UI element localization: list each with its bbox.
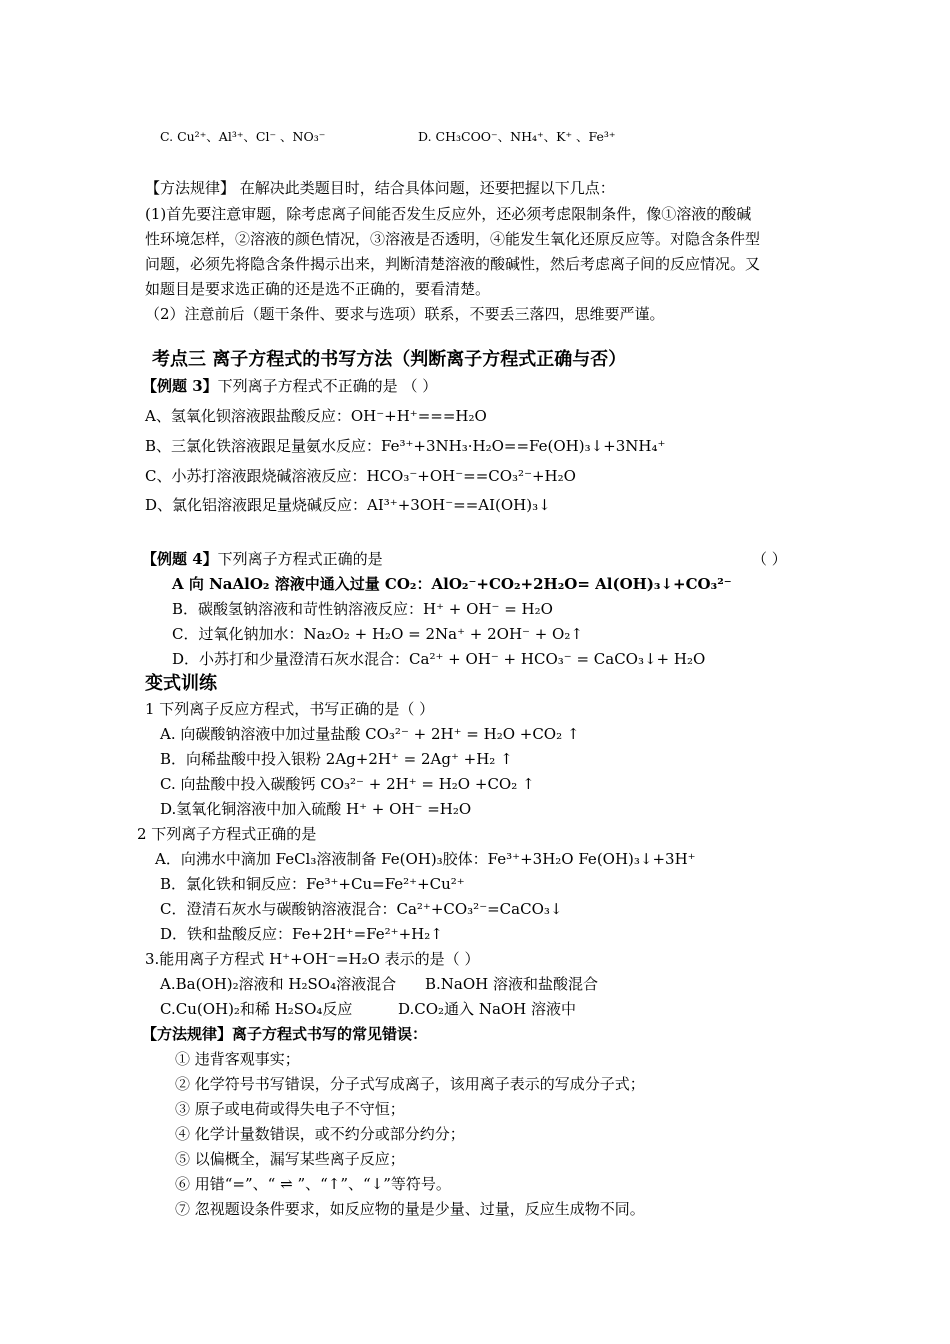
q1-option-d: D.氢氧化铜溶液中加入硫酸 H⁺ + OH⁻ =H₂O (160, 800, 472, 818)
error-item-5: ⑤ 以偏概全，漏写某些离子反应； (175, 1150, 405, 1168)
q1-option-a: A. 向碳酸钠溶液中加过量盐酸 CO₃²⁻ + 2H⁺ = H₂O +CO₂ ↑ (160, 725, 580, 743)
method-line-2: 性环境怎样，②溶液的颜色情况，③溶液是否透明，④能发生氧化还原反应等。对隐含条件型 (145, 230, 761, 248)
method-line-3: 问题，必须先将隐含条件揭示出来，判断清楚溶液的酸碱性，然后考虑离子间的反应情况。又 (145, 255, 761, 273)
q1-option-b: B．向稀盐酸中投入银粉 2Ag+2H⁺ = 2Ag⁺ +H₂ ↑ (160, 750, 513, 768)
error-item-3: ③ 原子或电荷或得失电子不守恒； (175, 1100, 405, 1118)
q2-option-d: D．铁和盐酸反应：Fe+2H⁺=Fe²⁺+H₂↑ (160, 925, 443, 943)
q3-option-c: C.Cu(OH)₂和稀 H₂SO₄反应 (160, 1000, 353, 1018)
example4-option-a: A 向 NaAlO₂ 溶液中通入过量 CO₂：AlO₂⁻+CO₂+2H₂O= Al(OH)₃↓+CO₃²⁻ (172, 575, 732, 593)
q2-stem: 2 下列离子方程式正确的是 (137, 825, 317, 843)
example4-answer-paren: （ ） (752, 550, 787, 568)
method-intro: 在解决此类题目时，结合具体问题，还要把握以下几点： (239, 179, 615, 197)
section-title: 考点三 离子方程式的书写方法（判断离子方程式正确与否） (152, 349, 627, 370)
example3-option-b: B、三氯化铁溶液跟足量氨水反应：Fe³⁺+3NH₃·H₂O==Fe(OH)₃↓+3NH₄⁺ (145, 437, 666, 455)
q3-option-b: B.NaOH 溶液和盐酸混合 (425, 975, 599, 993)
method-line-4: 如题目是要求选正确的还是选不正确的，要看清楚。 (145, 280, 491, 298)
q3-option-d: D.CO₂通入 NaOH 溶液中 (398, 1000, 577, 1018)
option-c-top: C. Cu²⁺、Al³⁺、Cl⁻ 、NO₃⁻ (160, 129, 326, 144)
method-label: 【方法规律】 (145, 179, 236, 197)
error-item-4: ④ 化学计量数错误，或不约分或部分约分； (175, 1125, 465, 1143)
q3-option-a: A.Ba(OH)₂溶液和 H₂SO₄溶液混合 (160, 975, 397, 993)
method2-label: 【方法规律】 (142, 1025, 233, 1043)
q1-option-c: C. 向盐酸中投入碳酸钙 CO₃²⁻ + 2H⁺ = H₂O +CO₂ ↑ (160, 775, 535, 793)
method-line-1: (1)首先要注意审题，除考虑离子间能否发生反应外，还必须考虑限制条件，像①溶液的酸碱 (145, 205, 752, 223)
option-d-top: D. CH₃COO⁻、NH₄⁺、K⁺ 、Fe³⁺ (418, 129, 616, 144)
q1-stem: 1 下列离子反应方程式，书写正确的是（ ） (145, 700, 435, 718)
q2-option-b: B．氯化铁和铜反应：Fe³⁺+Cu=Fe²⁺+Cu²⁺ (160, 875, 465, 893)
example3-option-d: D、氯化铝溶液跟足量烧碱反应：AI³⁺+3OH⁻==AI(OH)₃↓ (145, 496, 551, 514)
example3-stem (142, 376, 437, 396)
error-item-2: ② 化学符号书写错误，分子式写成离子，该用离子表示的写成分子式； (175, 1075, 645, 1093)
practice-title: 变式训练 (145, 673, 217, 694)
example4-stem (142, 549, 383, 569)
error-item-6: ⑥ 用错“=”、“ ⇌ ”、“↑”、“↓”等符号。 (175, 1175, 451, 1193)
example3-option-a: A、氢氧化钡溶液跟盐酸反应：OH⁻+H⁺===H₂O (145, 407, 487, 425)
q2-option-c: C．澄清石灰水与碳酸钠溶液混合：Ca²⁺+CO₃²⁻=CaCO₃↓ (160, 900, 563, 918)
example4-option-d: D．小苏打和少量澄清石灰水混合：Ca²⁺ + OH⁻ + HCO₃⁻ = CaCO₃↓+ H₂O (172, 650, 706, 668)
method-rule-1 (145, 178, 615, 198)
example3-label: 【例题 3】 (142, 377, 218, 395)
q3-stem: 3.能用离子方程式 H⁺+OH⁻=H₂O 表示的是（ ） (145, 950, 480, 968)
example4-question: 下列离子方程式正确的是 (217, 550, 383, 568)
example4-option-b: B．碳酸氢钠溶液和苛性钠溶液反应：H⁺ + OH⁻ = H₂O (172, 600, 553, 618)
method-line-5: （2）注意前后（题干条件、要求与选项）联系，不要丢三落四，思维要严谨。 (145, 305, 665, 323)
example4-label: 【例题 4】 (142, 550, 218, 568)
error-item-7: ⑦ 忽视题设条件要求，如反应物的量是少量、过量，反应生成物不同。 (175, 1200, 645, 1218)
example4-option-c: C．过氧化钠加水：Na₂O₂ + H₂O = 2Na⁺ + 2OH⁻ + O₂↑ (172, 625, 583, 643)
method2-title: 离子方程式书写的常见错误： (232, 1025, 428, 1043)
example3-option-c: C、小苏打溶液跟烧碱溶液反应：HCO₃⁻+OH⁻==CO₃²⁻+H₂O (145, 467, 576, 485)
q2-option-a: A．向沸水中滴加 FeCl₃溶液制备 Fe(OH)₃胶体：Fe³⁺+3H₂O Fe(OH)₃↓+3H⁺ (155, 850, 696, 868)
method-rule-2 (142, 1024, 427, 1044)
example3-question: 下列离子方程式不正确的是 （ ） (217, 377, 438, 395)
error-item-1: ① 违背客观事实； (175, 1050, 300, 1068)
